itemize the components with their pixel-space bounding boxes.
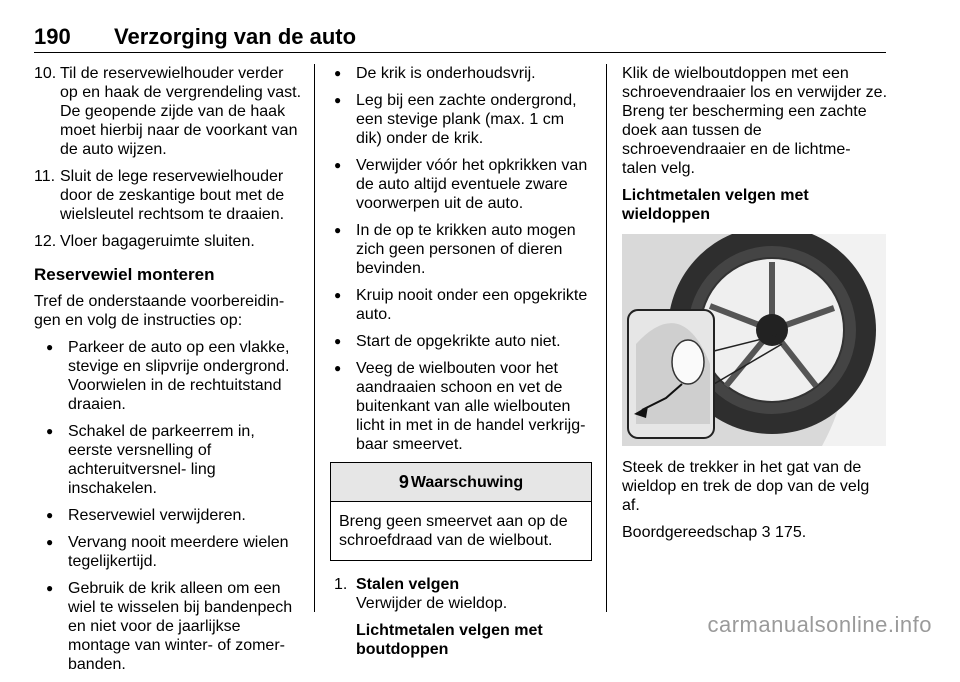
step-item: 1. Stalen velgen Verwijder de wieldop. Lichtmetalen velgen met boutdoppen (330, 575, 592, 659)
subheading: Lichtmetalen velgen met boutdoppen (356, 622, 543, 658)
column-left (34, 64, 302, 682)
bullet-item: ● Verwijder vóór het opkrikken van de auto altijd eventuele zware voorwerpen uit de auto. (330, 156, 592, 213)
step-item: 12. Vloer bagageruimte sluiten. (34, 233, 255, 250)
wheel-illustration (622, 234, 886, 446)
paragraph: Klik de wielboutdoppen met een schroevendraaier los en verwijder ze. Breng ter bescherming een zachte doek aan tussen de schroevendraaier en de lichtme- talen velg. (622, 65, 888, 177)
section-heading: Reservewiel monteren (34, 265, 215, 284)
column-divider (314, 64, 315, 612)
bullet-item: ● Leg bij een zachte ondergrond, een stevige plank (max. 1 cm dik) onder de krik. (330, 91, 592, 148)
step-item: 10. Til de reservewielhouder verder op en haak de vergrendeling vast. De geopende zijde van de haak moet hierbij naar de voorkant van de auto wijzen. (34, 65, 302, 158)
wheel-image (622, 234, 886, 446)
warning-triangle-icon: 9 (398, 471, 409, 492)
bullet-item: ● Schakel de parkeerrem in, eerste versnelling of achteruitversnel- ling inschakelen. (42, 422, 302, 498)
warning-header (331, 463, 591, 502)
warning-box (330, 462, 592, 561)
bullet-item: ● Reservewiel verwijderen. (42, 506, 302, 525)
page-number: 190 (34, 24, 71, 49)
intro-paragraph: Tref de onderstaande voorbereidin- gen en volg de instructies op: (34, 293, 285, 329)
column-middle (330, 64, 592, 659)
warning-title: Waarschuwing (410, 473, 524, 491)
step-item: 11. Sluit de lege reservewielhouder door de zeskantige bout met de wielsleutel rechtsom te draaien. (34, 168, 285, 223)
bullet-item: ● In de op te krikken auto mogen zich geen personen of dieren bevinden. (330, 221, 592, 278)
watermark: carmanualsonline.info (707, 612, 932, 637)
warning-text: Breng geen smeervet aan op de schroefdraad van de wielbout. (339, 513, 568, 549)
chapter-title: Verzorging van de auto (114, 24, 357, 49)
bullet-item: ● Start de opgekrikte auto niet. (330, 332, 592, 351)
bullet-item: ● Kruip nooit onder een opgekrikte auto. (330, 286, 592, 324)
bullet-item: ● Vervang nooit meerdere wielen tegelijkertijd. (42, 533, 302, 571)
bullet-item: ● Veeg de wielbouten voor het aandraaien schoon en vet de buitenkant van alle wielbouten licht in met in de handel verkrijg- baar smeervet. (330, 359, 592, 454)
bullet-item: ● Parkeer de auto op een vlakke, stevige en slipvrije ondergrond. Voorwielen in de rechtuitstand draaien. (42, 338, 302, 414)
step-text: Verwijder de wieldop. (356, 595, 508, 612)
step-title: Stalen velgen (356, 576, 460, 593)
bullet-item: ● De krik is onderhoudsvrij. (330, 64, 592, 83)
paragraph: Steek de trekker in het gat van de wieldop en trek de dop van de velg af. (622, 459, 870, 514)
page-header (34, 22, 886, 53)
column-divider (606, 64, 607, 612)
column-right (622, 64, 888, 550)
bullet-item: ● Gebruik de krik alleen om een wiel te wisselen bij bandenpech en niet voor de jaarlijkse montage van winter- of zomer- banden. (42, 579, 302, 674)
subheading: Lichtmetalen velgen met wieldoppen (622, 187, 809, 223)
page-reference-icon: 3 (761, 524, 771, 541)
reference-line: Boordgereedschap 3 175. (622, 524, 807, 541)
